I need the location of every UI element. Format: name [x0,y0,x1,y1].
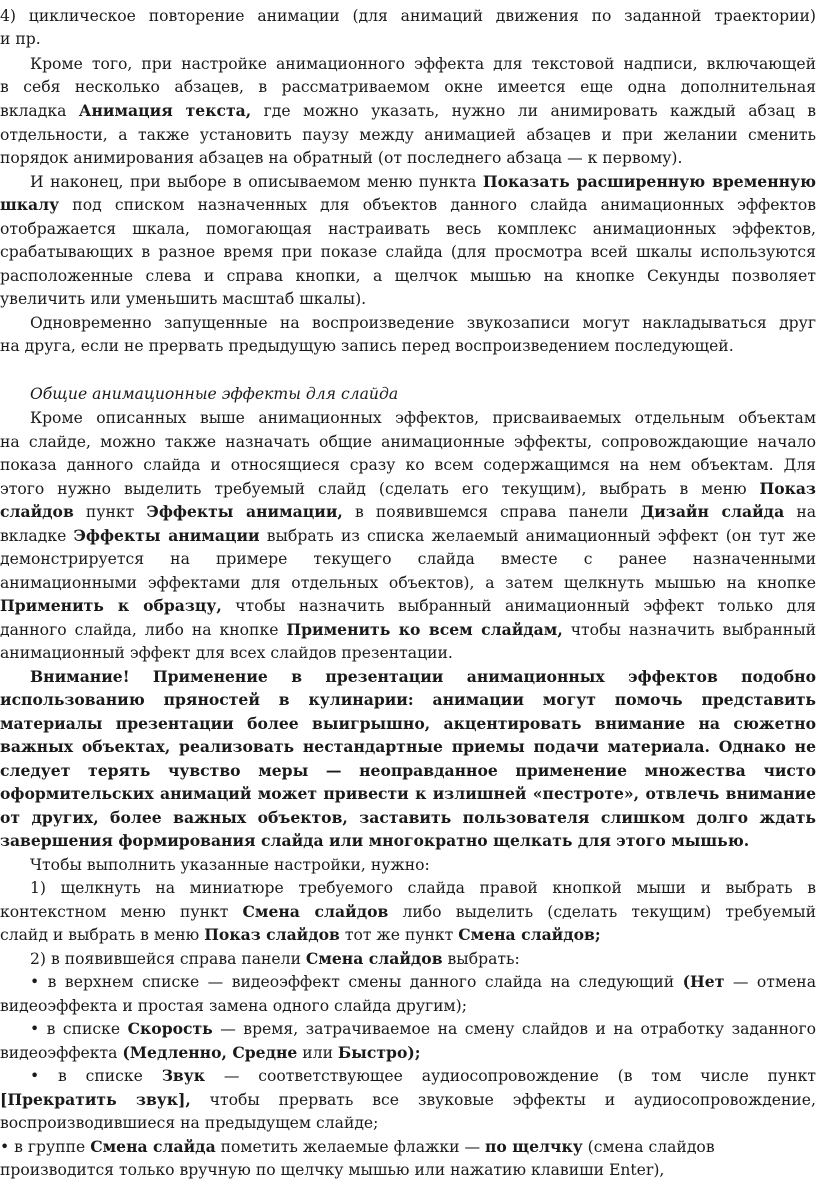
bold-term: использованию пряностей в кулинарии: анимации могут помочь представить [0,690,816,709]
text-run: чтобы назначить выбранный анимационный эффект только для [221,597,816,615]
section-heading [0,382,816,406]
text-line [0,500,816,524]
text-run: увеличить или уменьшить масштаб шкалы). [0,290,367,308]
bold-term: оформительских анимаций может привести к излишней «пестроте», отвлечь внимание [0,784,816,803]
text-line [0,853,816,877]
text-run: — соответствующее аудиосопровождение (в том числе пункт [205,1067,816,1085]
text-line [0,311,816,335]
bold-term: Применить к образцу, [0,596,222,615]
text-run: расположенные слева и справа кнопки, а щелчок мышью на кнопке Секунды позволяет [0,267,816,285]
text-run: в себя несколько абзацев, в рассматриваемом окне имеется еще одна дополнительная [0,78,816,96]
text-line [0,477,816,501]
bold-term: Внимание! Применение в презентации анимационных эффектов подобно [30,667,816,686]
text-run: • в списке [30,1020,128,1038]
text-run: • в группе [0,1138,91,1156]
text-line [0,406,816,430]
text-run: слайд и выбрать в меню [0,926,205,944]
text-run: 2) в появившейся справа панели [30,950,306,968]
text-run: анимационными эффектами для отдельных объектов), а затем щелкнуть мышью на кнопке [0,574,816,592]
text-run: Чтобы выполнить указанные настройки, нужно: [30,856,430,874]
text-run: срабатывающих в разное время при показе слайда (для просмотра всей шкалы используются [0,243,816,261]
text-line [0,594,816,618]
text-run: видеоэффекта и простая замена одного слайда другим); [0,997,468,1015]
text-line [0,4,816,28]
text-line [0,829,816,853]
text-line [0,123,816,147]
text-line [0,52,816,76]
text-run: данного слайда, либо на кнопке [0,621,287,639]
text-line [0,923,816,947]
bold-term: (Нет [682,972,725,991]
text-line [0,876,816,900]
text-run: — отмена [724,973,816,991]
text-run: И наконец, при выборе в описываемом меню пункта [30,173,483,191]
bold-term: Скорость [127,1019,213,1038]
bold-term: Смена слайдов [305,949,443,968]
bold-term: (Медленно, Средне [122,1043,298,1062]
text-run: отдельности, а также установить паузу между анимацией абзацев и при желании сменить [0,126,816,144]
text-run: • в списке [30,1067,162,1085]
bold-term: завершения формирования слайда или многократно щелкать для этого мышью. [0,831,750,850]
text-line [0,1135,816,1159]
bold-term: важных объектах, реализовать нестандартные приемы подачи материала. Однако не [0,737,816,756]
text-line [0,970,816,994]
bold-term: Эффекты анимации, [146,502,343,521]
bold-term: Эффекты анимации [73,526,260,545]
text-run: пометить желаемые флажки — [215,1138,486,1156]
text-run: на слайде, можно также назначать общие анимационные эффекты, сопровождающие начало [0,433,816,451]
bold-term: Смена слайда [90,1137,216,1156]
text-run: Общие анимационные эффекты для слайда [30,385,399,403]
text-line [0,217,816,241]
bold-term: Дизайн слайда [640,502,785,521]
text-run: вкладке [0,527,74,545]
text-line [0,334,816,358]
text-line [0,240,816,264]
text-run: демонстрируется на примере текущего слайда вместе с ранее назначенными [0,550,816,568]
text-line [0,994,816,1018]
text-run: отображается шкала, помогающая настраивать весь комплекс анимационных эффектов, [0,220,816,238]
text-line [0,547,816,571]
bold-term: Смена слайдов; [458,925,601,944]
text-line [0,27,816,51]
text-run: контекстном меню пункт [0,903,243,921]
text-line [0,1088,816,1112]
bold-term: Звук [161,1066,206,1085]
text-run: на друга, если не прервать предыдущую запись перед воспроизведением последующей. [0,337,734,355]
bold-term: Анимация текста, [78,101,252,120]
text-line [0,75,816,99]
bold-term: Смена слайдов [242,902,389,921]
text-run: анимационный эффект для всех слайдов презентации. [0,644,453,662]
text-line [0,146,816,170]
text-line [0,688,816,712]
text-line [0,430,816,454]
text-run: либо выделить (сделать текущим) требуемый [388,903,816,921]
bold-term: слайдов [0,502,74,521]
text-line [0,193,816,217]
bold-term: от других, более важных объектов, заставить пользователя слишком долго ждать [0,808,816,827]
text-line [0,571,816,595]
bold-term: Показать расширенную временную [482,172,816,191]
text-line [0,287,816,311]
text-run: — время, затрачиваемое на смену слайдов и на отработку заданного [212,1020,816,1038]
text-line [0,1111,816,1135]
text-line [0,735,816,759]
text-run: Кроме описанных выше анимационных эффектов, присваиваемых отдельным объектам [30,409,816,427]
text-run: на [784,503,816,521]
text-line [0,524,816,548]
text-run: этого нужно выделить требуемый слайд (сделать его текущим), выбрать в меню [0,480,760,498]
bold-term: Применить ко всем слайдам, [286,620,563,639]
bold-term: по щелчку [485,1137,583,1156]
text-line [0,665,816,689]
text-run: Кроме того, при настройке анимационного эффекта для текстовой надписи, включающей [30,55,816,73]
text-line [0,1158,816,1182]
text-line [0,641,816,665]
text-run: порядок анимирования абзацев на обратный (от последнего абзаца — к первому). [0,149,683,167]
text-line [0,759,816,783]
text-run: выбрать из списка желаемый анимационный эффект (он тут же [259,527,816,545]
text-run: чтобы назначить выбранный [562,621,816,639]
text-line [0,947,816,971]
text-line [0,170,816,194]
text-run: 4) циклическое повторение анимации (для анимаций движения по заданной траектории) [0,7,816,25]
text-line [0,1064,816,1088]
text-run: 1) щелкнуть на миниатюре требуемого слайда правой кнопкой мыши и выбрать в [30,879,816,897]
text-line [0,782,816,806]
bold-term: шкалу [0,195,60,214]
bold-term: Показ слайдов [204,925,340,944]
text-line [0,712,816,736]
text-line [0,900,816,924]
text-line [0,453,816,477]
text-run: вкладка [0,102,79,120]
text-run: (смена слайдов [582,1138,715,1156]
bold-term: материалы презентации более выигрышно, акцентировать внимание на сюжетно [0,714,816,733]
bold-term: Показ [759,479,816,498]
text-run: • в верхнем списке — видеоэффект смены данного слайда на следующий [30,973,683,991]
text-run: и пр. [0,30,41,48]
text-run: тот же пункт [339,926,459,944]
text-line [0,618,816,642]
text-run: выбрать: [442,950,520,968]
text-run: пункт [73,503,147,521]
bold-term: Быстро); [337,1043,421,1062]
text-run: чтобы прервать все звуковые эффекты и аудиосопровождение, [190,1091,816,1109]
text-line [0,806,816,830]
text-run: производится только вручную по щелчку мышью или нажатию клавиши Enter), [0,1161,665,1179]
text-run: воспроизводившиеся на предыдущем слайде; [0,1114,379,1132]
bold-term: следует терять чувство меры — неоправданное применение множества чисто [0,761,816,780]
text-run: показа данного слайда и относящиеся сразу ко всем содержащимся на нем объектам. Для [0,456,816,474]
text-run: где можно указать, нужно ли анимировать каждый абзац в [251,102,816,120]
text-line [0,1017,816,1041]
text-line [0,264,816,288]
text-run: под списком назначенных для объектов данного слайда анимационных эффектов [59,196,816,214]
text-run: Одновременно запущенные на воспроизведение звукозаписи могут накладываться друг [30,314,816,332]
text-run: видеоэффекта [0,1044,123,1062]
text-run: в появившемся справа панели [342,503,641,521]
bold-term: [Прекратить звук], [0,1090,191,1109]
text-line [0,99,816,123]
text-run: или [297,1044,338,1062]
text-line [0,1041,816,1065]
